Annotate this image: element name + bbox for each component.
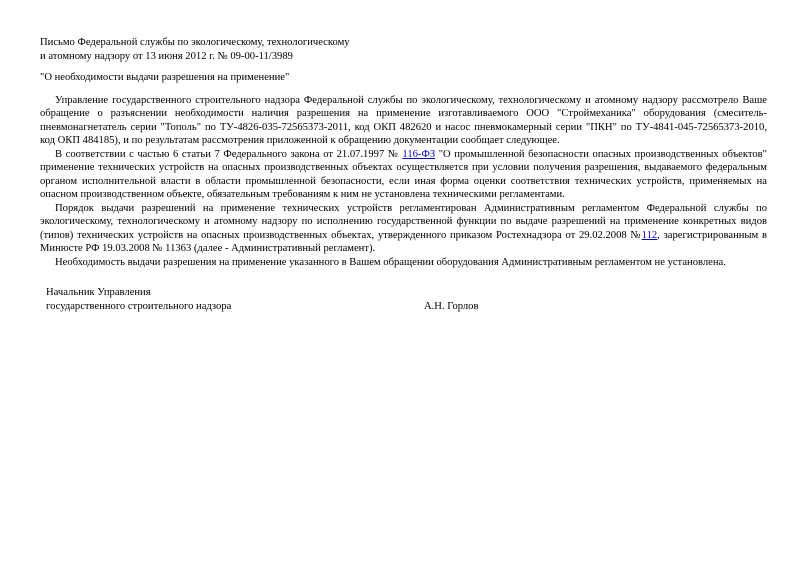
paragraph-2 (40, 148, 767, 202)
paragraph-3-text-after: , зарегистрированным в Минюсте РФ 19.03.2008 № 11363 (далее - Административный регламент). (40, 229, 767, 254)
signatory-position-line-2: государственного строительного надзора (46, 300, 232, 312)
paragraph-3-text-before: Порядок выдачи разрешений на применение технических устройств регламентирован Административным регламентом Федеральной службы по экологическому, технологическому и атомному надзору по исполнению государственной функции по выдаче разрешений на применение конкретных видов (типов) технических устройств на опасных производственных объектах, утвержденного приказом Ростехнадзора от 29.02.2008 № (40, 202, 767, 241)
document-subject: "О необходимости выдачи разрешения на применение" (40, 72, 290, 83)
signature-block (46, 286, 767, 316)
document-title-line-2: и атомному надзору от 13 июня 2012 г. № 09-00-11/3989 (40, 50, 293, 62)
document-body (40, 94, 767, 270)
paragraph-3 (40, 202, 767, 256)
document-header (40, 36, 767, 85)
document-title-line-1: Письмо Федеральной службы по экологическому, технологическому (40, 37, 350, 48)
law-116-fz-link[interactable]: 116-ФЗ (402, 148, 436, 160)
signatory-position-line-1: Начальник Управления (46, 287, 151, 298)
order-112-link[interactable]: 112 (641, 229, 658, 241)
document-page (40, 36, 767, 316)
paragraph-1: Управление государственного строительного надзора Федеральной службы по экологическому, технологическому и атомному надзору рассмотрело Ваше обращение о разъяснении необходимости наличия разрешения на применение изготавливаемого ООО "Строймеханика" оборудования (смеситель-пневмонагнетатель серии "Тополь" по ТУ-4826-035-72565373-2011, код ОКП 482620 и насос пневмокамерный серии "ПКН" по ТУ-4841-045-72565373-2010, код ОКП 484185), и по результатам рассмотрения приложенной к обращению документации сообщает следующее. (40, 94, 767, 146)
paragraph-4: Необходимость выдачи разрешения на применение указанного в Вашем обращении оборудования Административным регламентом не установлена. (55, 256, 726, 268)
paragraph-2-text-before: В соответствии с частью 6 статьи 7 Федерального закона от 21.07.1997 № (55, 148, 403, 160)
paragraph-2-text-after: "О промышленной безопасности опасных производственных объектов" применение технических устройств на опасных производственных объектах осуществляется при условии получения разрешения, выдаваемого федеральным органом исполнительной власти в области промышленной безопасности, если иная форма оценки соответствия технических устройств, применяемых на опасном производственном объекте, обязательным требованиям к ним не установлена техническими регламентами. (40, 148, 767, 200)
signatory-name: А.Н. Горлов (424, 300, 479, 312)
